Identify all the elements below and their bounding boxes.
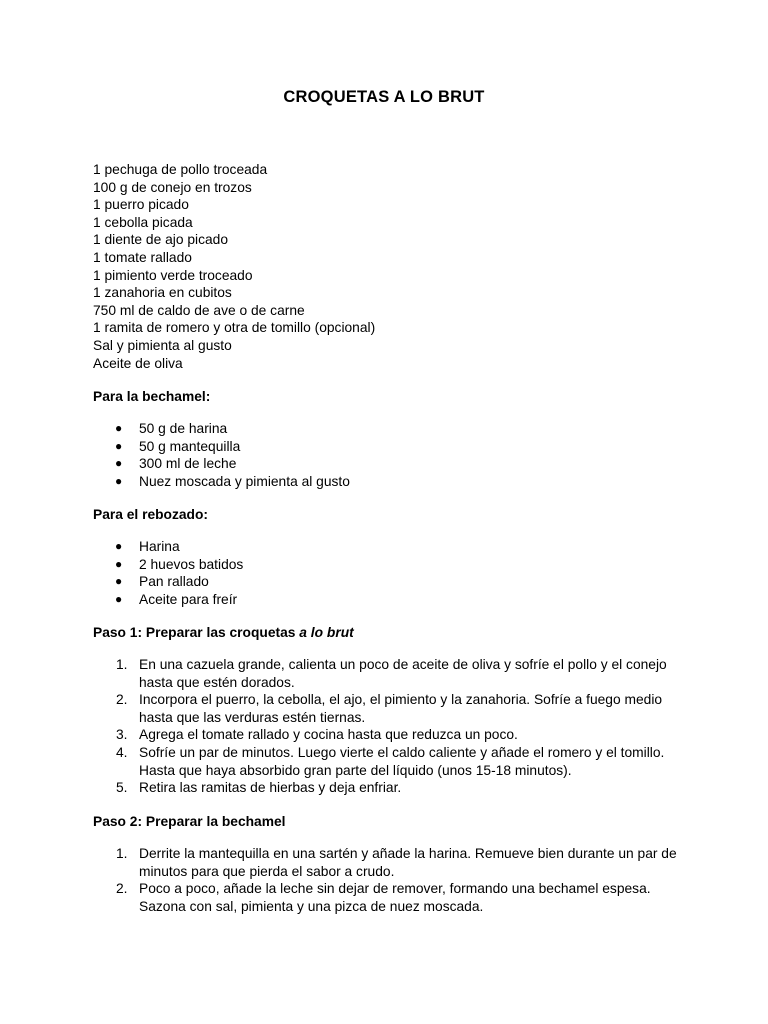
- ingredient-line: 750 ml de caldo de ave o de carne: [93, 302, 305, 318]
- ingredients-list: [93, 161, 693, 372]
- list-item: 2. Incorpora el puerro, la cebolla, el ajo, el pimiento y la zanahoria. Sofríe a fuego medio hasta que las verduras estén tiernas.: [116, 692, 663, 725]
- bullet-icon: ●: [115, 556, 123, 571]
- rebozado-heading: Para el rebozado:: [93, 507, 209, 522]
- bullet-icon: ●: [115, 421, 123, 435]
- step2-list: [93, 845, 683, 915]
- ingredient-line: 1 puerro picado: [93, 197, 189, 213]
- ingredient-line: 1 ramita de romero y otra de tomillo (opcional): [93, 320, 376, 336]
- list-item: 1. Derrite la mantequilla en una sartén y añade la harina. Remueve bien durante un par de minutos para que pierda el sabor a crudo.: [116, 846, 677, 879]
- rebozado-list: [93, 538, 693, 608]
- ingredient-line: 1 diente de ajo picado: [93, 232, 229, 248]
- ingredient-line: Aceite de oliva: [93, 355, 183, 371]
- bechamel-list: [93, 420, 693, 490]
- bullet-icon: ●: [115, 539, 123, 553]
- ingredient-line: Sal y pimienta al gusto: [93, 337, 232, 353]
- list-item: 4. Sofríe un par de minutos. Luego vierte el caldo caliente y añade el romero y el tomillo. Hasta que haya absorbido gran parte del líquido (unos 15-18 minutos).: [116, 744, 665, 778]
- bullet-icon: ●: [115, 473, 123, 488]
- ingredient-line: 100 g de conejo en trozos: [93, 179, 252, 195]
- ingredient-line: 1 pechuga de pollo troceada: [93, 162, 268, 177]
- ingredient-line: 1 tomate rallado: [93, 249, 192, 265]
- step1-list: [93, 656, 683, 797]
- list-item: 3. Agrega el tomate rallado y cocina hasta que reduzca un poco.: [116, 727, 518, 743]
- list-item: ● Harina: [115, 539, 180, 554]
- bullet-icon: ●: [115, 438, 123, 453]
- recipe-title: CROQUETAS A LO BRUT: [283, 88, 485, 106]
- ingredient-line: 1 zanahoria en cubitos: [93, 285, 232, 301]
- bechamel-heading: Para la bechamel:: [93, 389, 211, 404]
- list-item: ● Pan rallado: [115, 574, 209, 590]
- step1-heading: Paso 1: Preparar las croquetas a lo brut: [93, 625, 354, 640]
- step1-heading-italic: a lo brut: [299, 625, 354, 640]
- bullet-icon: ●: [115, 574, 123, 589]
- list-item: ● 50 g mantequilla: [115, 438, 241, 454]
- list-item: ● Nuez moscada y pimienta al gusto: [115, 473, 350, 489]
- list-item: 2. Poco a poco, añade la leche sin dejar de remover, formando una bechamel espesa. Sazona con sal, pimienta y una pizca de nuez moscada.: [116, 881, 651, 914]
- list-item: ● Aceite para freír: [115, 591, 238, 607]
- list-item: ● 300 ml de leche: [115, 456, 237, 472]
- ingredient-line: 1 pimiento verde troceado: [93, 267, 253, 283]
- step2-heading: Paso 2: Preparar la bechamel: [93, 814, 286, 829]
- list-item: ● 50 g de harina: [115, 421, 228, 436]
- bullet-icon: ●: [115, 456, 123, 471]
- ingredient-line: 1 cebolla picada: [93, 214, 193, 230]
- list-item: 5. Retira las ramitas de hierbas y deja enfriar.: [116, 780, 402, 796]
- list-item: ● 2 huevos batidos: [115, 556, 244, 572]
- bullet-icon: ●: [115, 591, 123, 606]
- list-item: 1. En una cazuela grande, calienta un poco de aceite de oliva y sofríe el pollo y el conejo hasta que estén dorados.: [116, 657, 667, 690]
